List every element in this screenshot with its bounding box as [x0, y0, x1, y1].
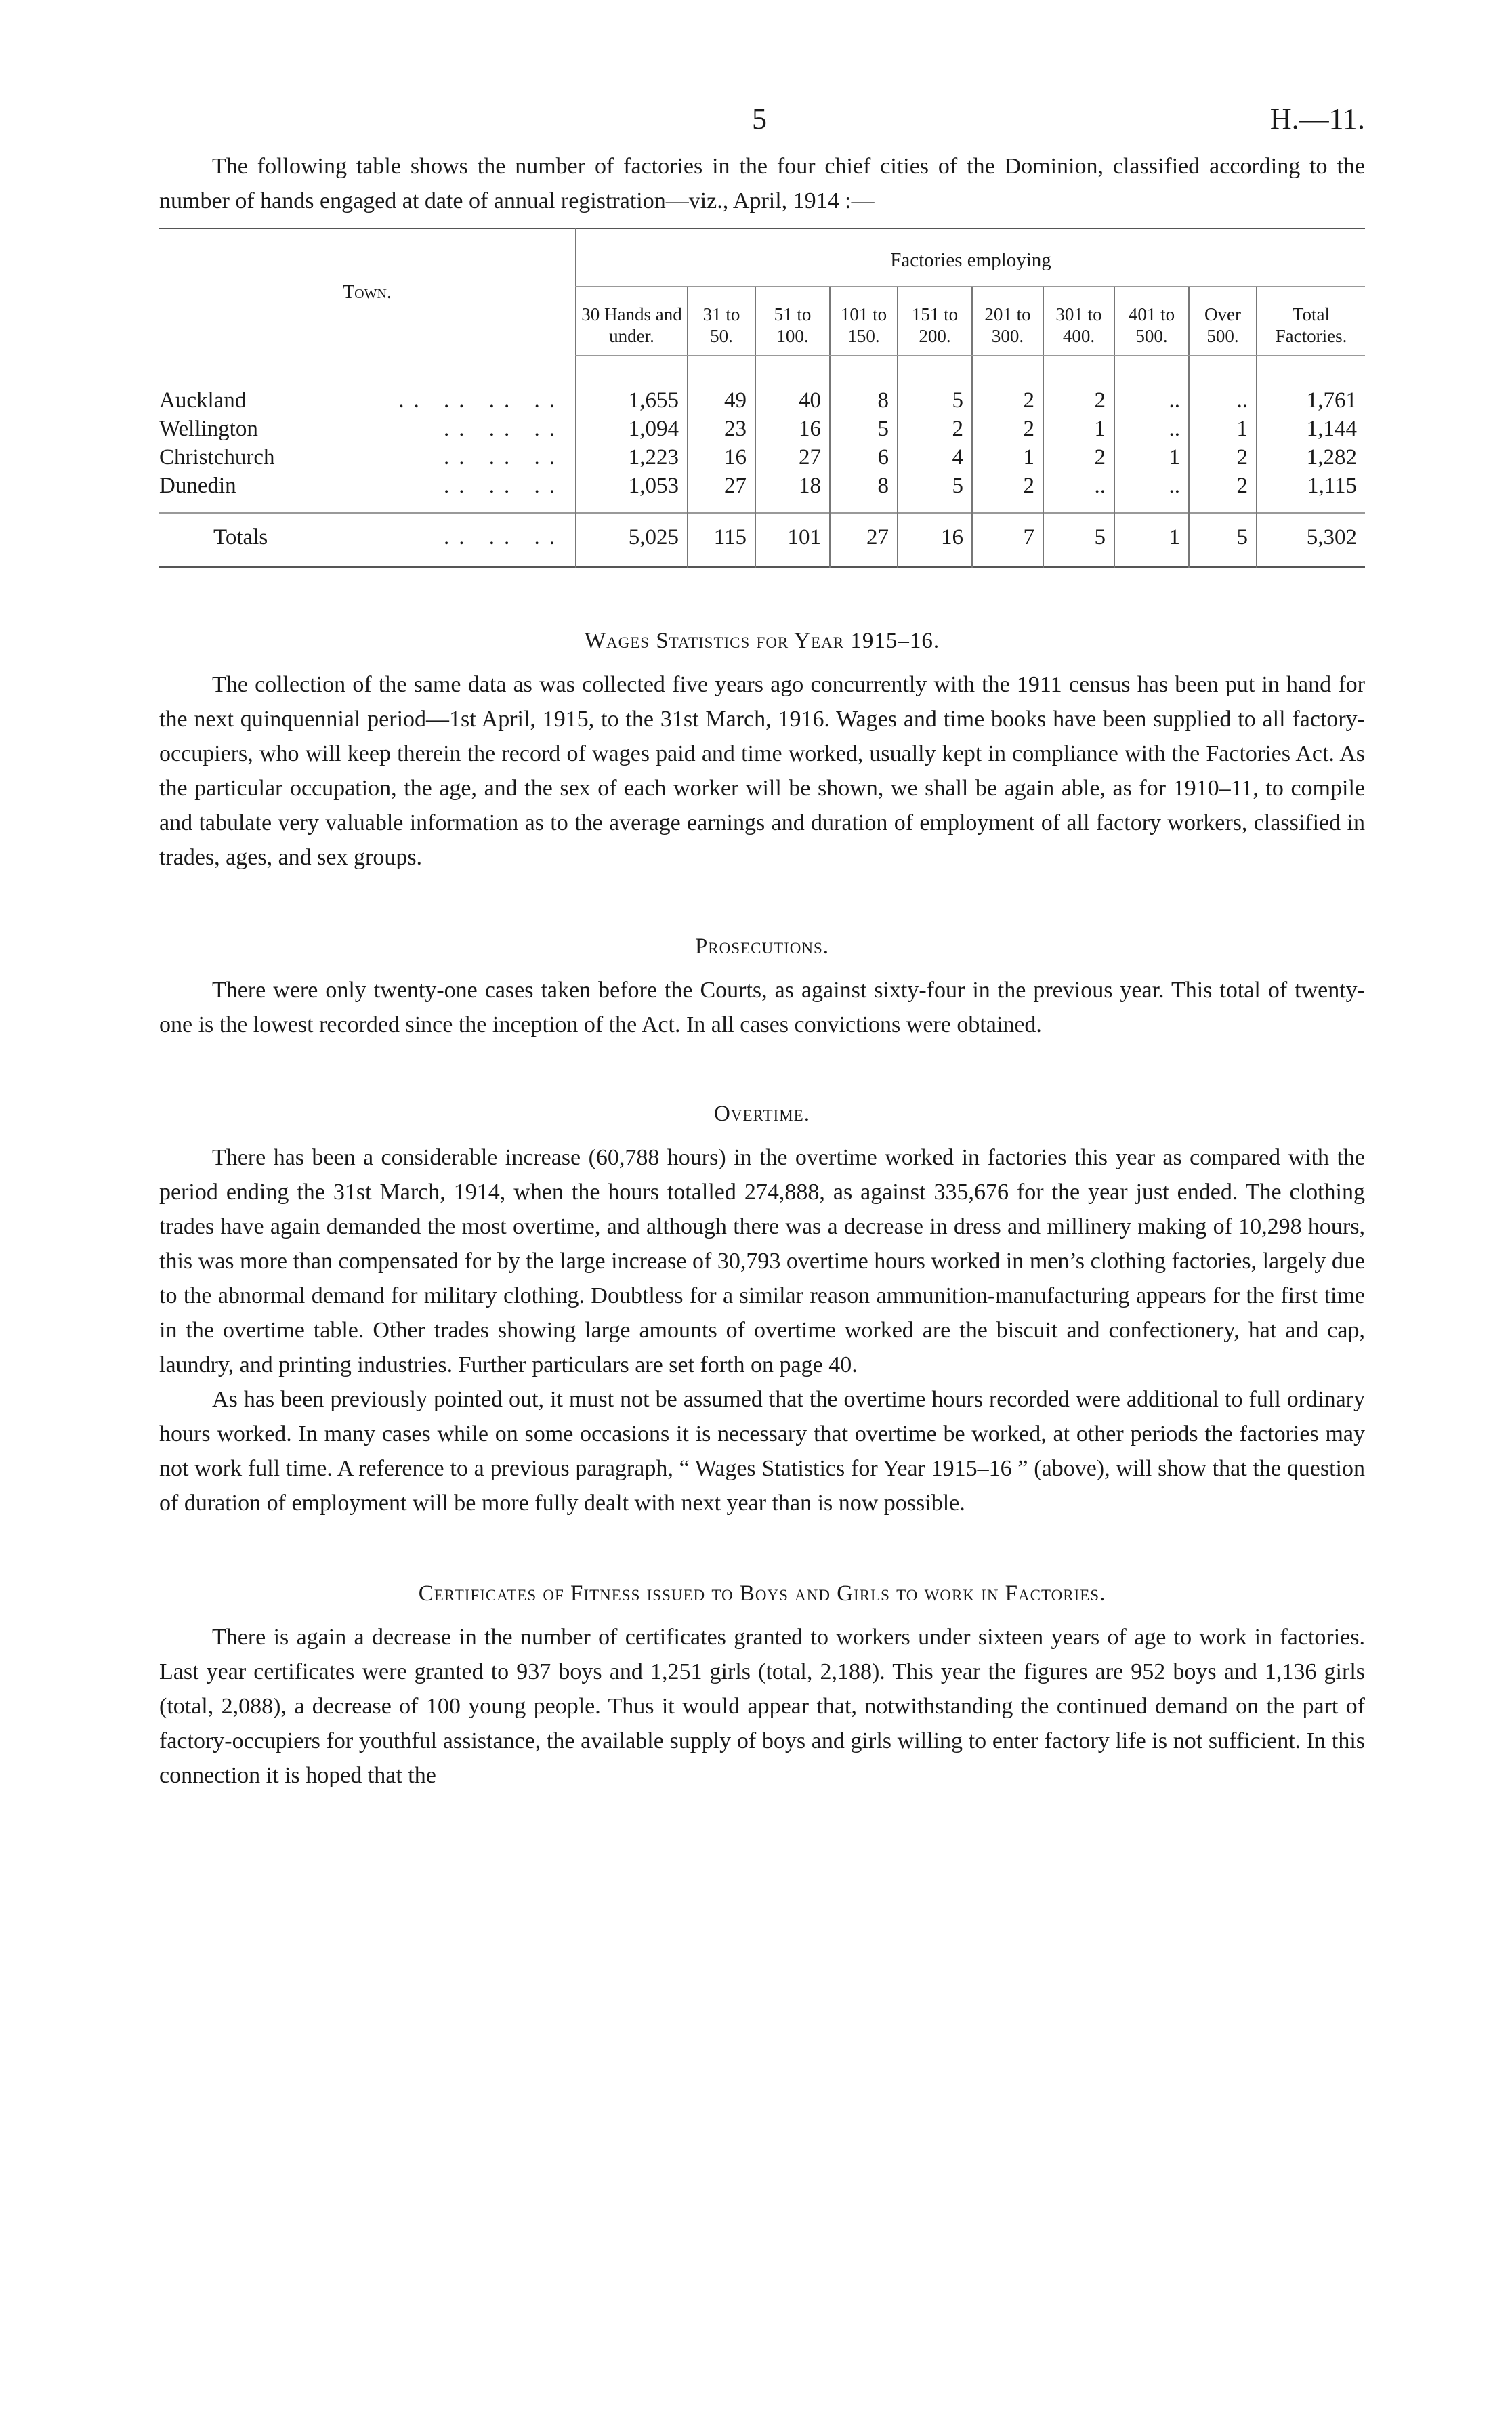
table-cell: .. [1114, 415, 1189, 443]
table-cell: .. [1114, 472, 1189, 513]
town-cell: Christchurch .. .. .. [159, 445, 564, 470]
table-row [159, 443, 1365, 472]
table-cell: 4 [898, 443, 972, 472]
table-cell: 23 [688, 415, 755, 443]
town-cell: Dunedin .. .. .. [159, 474, 564, 498]
table-cell: 1,144 [1257, 415, 1365, 443]
factories-table [159, 228, 1365, 568]
table-cell: 2 [898, 415, 972, 443]
table-cell: 5 [898, 356, 972, 415]
table-cell: 115 [688, 513, 755, 567]
table-cell: 1,223 [576, 443, 688, 472]
table-cell: 1,115 [1257, 472, 1365, 513]
table-row [159, 356, 1365, 415]
column-header: 101 to 150. [830, 287, 898, 356]
table-cell: 16 [898, 513, 972, 567]
table-cell: 2 [1189, 443, 1257, 472]
totals-label-cell: Totals .. .. .. [159, 513, 576, 567]
town-cell: Auckland .. .. .. .. [159, 388, 564, 413]
column-header: 201 to 300. [972, 287, 1043, 356]
column-header: 151 to 200. [898, 287, 972, 356]
table-row [159, 415, 1365, 443]
document-reference: H.—11. [1269, 102, 1365, 136]
table-cell: 8 [830, 356, 898, 415]
town-cell: Wellington .. .. .. [159, 417, 564, 441]
table-cell: 1,655 [576, 356, 688, 415]
table-cell: 27 [830, 513, 898, 567]
table-cell: 16 [755, 415, 830, 443]
column-header: 301 to 400. [1043, 287, 1114, 356]
table-cell: 5 [898, 472, 972, 513]
overtime-paragraph: As has been previously pointed out, it must not be assumed that the overtime hours recorded were additional to full ordinary hours worked. In many cases while on some occasions it is necessary that overtime be worked, at other periods the factories may not work full time. A reference to a previous paragraph, “ Wages Statistics for Year 1915–16 ” (above), will show that the question of duration of employment will be more fully dealt with next year than is now possible. [159, 1387, 1365, 1516]
table-cell: 1 [1043, 415, 1114, 443]
section-heading-certificates: Certificates of Fitness issued to Boys and Girls to work in Factories. [418, 1581, 1106, 1606]
running-header [159, 102, 1365, 149]
table-cell: 1 [1114, 513, 1189, 567]
page-number: 5 [752, 102, 767, 136]
table-cell: 2 [972, 415, 1043, 443]
document-page [159, 102, 1365, 1793]
section-heading-wages: Wages Statistics for Year 1915–16. [584, 629, 940, 653]
table-cell: 6 [830, 443, 898, 472]
table-cell: 40 [755, 356, 830, 415]
table-cell: 16 [688, 443, 755, 472]
town-header: Town. [343, 281, 392, 303]
column-header: 51 to 100. [755, 287, 830, 356]
table-cell: 7 [972, 513, 1043, 567]
table-cell: 1 [1189, 415, 1257, 443]
section-heading-overtime: Overtime. [714, 1102, 810, 1126]
intro-paragraph: The following table shows the number of factories in the four chief cities of the Dominion, classified according to the number of hands engaged at date of annual registration—viz., April, 1914 :— [159, 154, 1365, 213]
table-cell: 27 [755, 443, 830, 472]
factories-employing-header: Factories employing [576, 228, 1365, 287]
table-row [159, 472, 1365, 513]
table-cell: 49 [688, 356, 755, 415]
column-header: 31 to 50. [688, 287, 755, 356]
table-cell: 1,282 [1257, 443, 1365, 472]
table-cell: 2 [1189, 472, 1257, 513]
section-heading-prosecutions: Prosecutions. [694, 934, 830, 959]
column-header: 30 Hands and under. [576, 287, 688, 356]
table-cell: 1,761 [1257, 356, 1365, 415]
column-header: 401 to 500. [1114, 287, 1189, 356]
table-cell: 101 [755, 513, 830, 567]
table-cell: 2 [972, 356, 1043, 415]
column-header: Over 500. [1189, 287, 1257, 356]
overtime-paragraph: There has been a considerable increase (60,788 hours) in the overtime worked in factories this year as compared with the period ending the 31st March, 1914, when the hours totalled 274,888, as against 335,676 for the year just ended. The clothing trades have again demanded the most overtime, and although there was a decrease in dress and millinery making of 10,298 hours, this was more than compensated for by the large increase of 30,793 overtime hours worked in men’s clothing factories, largely due to the abnormal demand for military clothing. Doubtless for a similar reason ammunition-manufacturing appears for the first time in the overtime table. Other trades showing large amounts of overtime worked are the biscuit and confectionery, hat and cap, laundry, and printing industries. Further particulars are set forth on page 40. [159, 1145, 1365, 1377]
totals-row [159, 513, 1365, 567]
table-cell: 1,053 [576, 472, 688, 513]
certificates-paragraph: There is again a decrease in the number of certificates granted to workers under sixteen years of age to work in factories. Last year certificates were granted to 937 boys and 1,251 girls (total, 2,188). This year the figures are 952 boys and 1,136 girls (total, 2,088), a decrease of 100 young people. Thus it would appear that, notwithstanding the continued demand on the part of factory-occupiers for youthful assistance, the available supply of boys and girls willing to enter factory life is not sufficient. In this connection it is hoped that the [159, 1625, 1365, 1788]
table-cell: .. [1189, 356, 1257, 415]
table-cell: 27 [688, 472, 755, 513]
table-cell: 1,094 [576, 415, 688, 443]
table-cell: 5 [830, 415, 898, 443]
table-cell: 5 [1189, 513, 1257, 567]
table-cell: 1 [972, 443, 1043, 472]
table-cell: 5,025 [576, 513, 688, 567]
prosecutions-paragraph: There were only twenty-one cases taken before the Courts, as against sixty-four in the previous year. This total of twenty-one is the lowest recorded since the inception of the Act. In all cases convictions were obtained. [159, 978, 1365, 1037]
table-cell: 18 [755, 472, 830, 513]
table-cell: .. [1043, 472, 1114, 513]
table-cell: 2 [1043, 443, 1114, 472]
table-cell: .. [1114, 356, 1189, 415]
column-header: Total Factories. [1257, 287, 1365, 356]
table-cell: 8 [830, 472, 898, 513]
table-cell: 2 [972, 472, 1043, 513]
table-cell: 5 [1043, 513, 1114, 567]
table-cell: 1 [1114, 443, 1189, 472]
wages-paragraph: The collection of the same data as was collected five years ago concurrently with the 1911 census has been put in hand for the next quinquennial period—1st April, 1915, to the 31st March, 1916. Wages and time books have been supplied to all factory-occupiers, who will keep therein the record of wages paid and time worked, usually kept in compliance with the Factories Act. As the particular occupation, the age, and the sex of each worker will be shown, we shall be again able, as for 1910–11, to compile and tabulate very valuable information as to the average earnings and duration of employment of all factory workers, classified in trades, ages, and sex groups. [159, 672, 1365, 870]
table-cell: 5,302 [1257, 513, 1365, 567]
table-cell: 2 [1043, 356, 1114, 415]
